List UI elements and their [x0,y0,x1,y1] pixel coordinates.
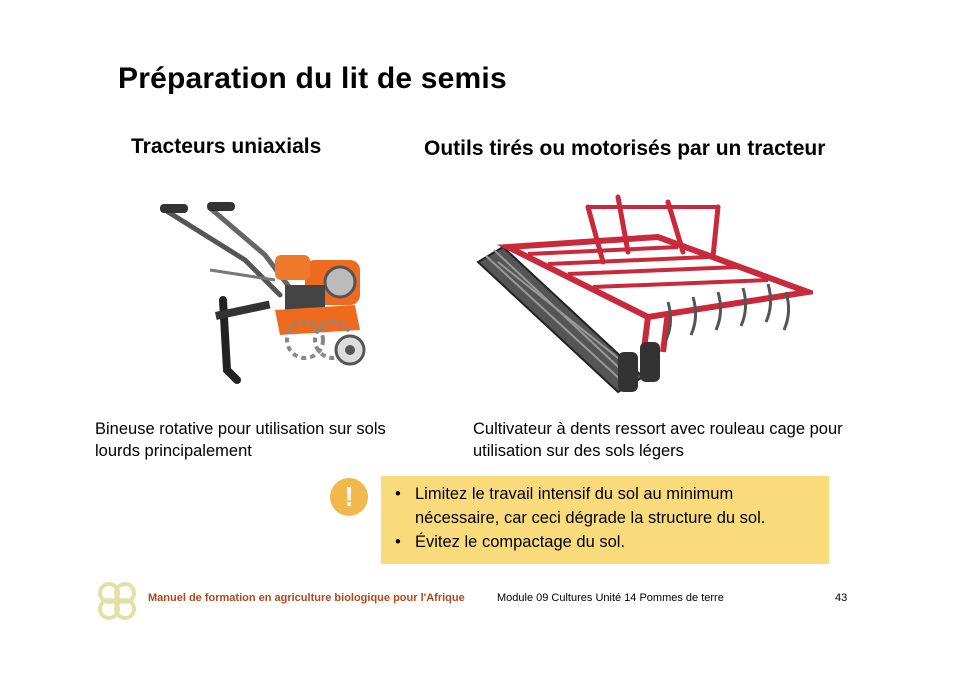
note-bullet-text: Évitez le compactage du sol. [415,533,626,551]
bullet-icon: • [395,533,401,551]
note-bullet-text: Limitez le travail intensif du sol au minimum nécessaire, car ceci dégrade la structure du sol. [415,485,766,527]
footer-manual-title: Manuel de formation en agriculture biologique pour l'Afrique [148,592,465,604]
slide-title: Préparation du lit de semis [118,62,507,95]
footer-module-info: Module 09 Cultures Unité 14 Pommes de terre [497,592,724,604]
manual-logo-icon [94,578,140,624]
right-caption: Cultivateur à dents ressort avec rouleau cage pour utilisation sur des sols légers [473,420,843,460]
note-bullet-item [391,482,819,530]
warning-icon: ! [330,478,368,516]
left-caption: Bineuse rotative pour utilisation sur sols lourds principalement [95,420,386,460]
left-heading: Tracteurs uniaxials [131,135,322,158]
note-box [381,476,829,564]
bullet-icon: • [395,485,401,503]
spring-tine-cultivator-illustration [468,192,813,397]
rotary-tiller-illustration [155,200,370,390]
note-bullet-item [391,530,819,554]
right-heading: Outils tirés ou motorisés par un tracteur [424,137,826,160]
page-number: 43 [835,592,848,604]
